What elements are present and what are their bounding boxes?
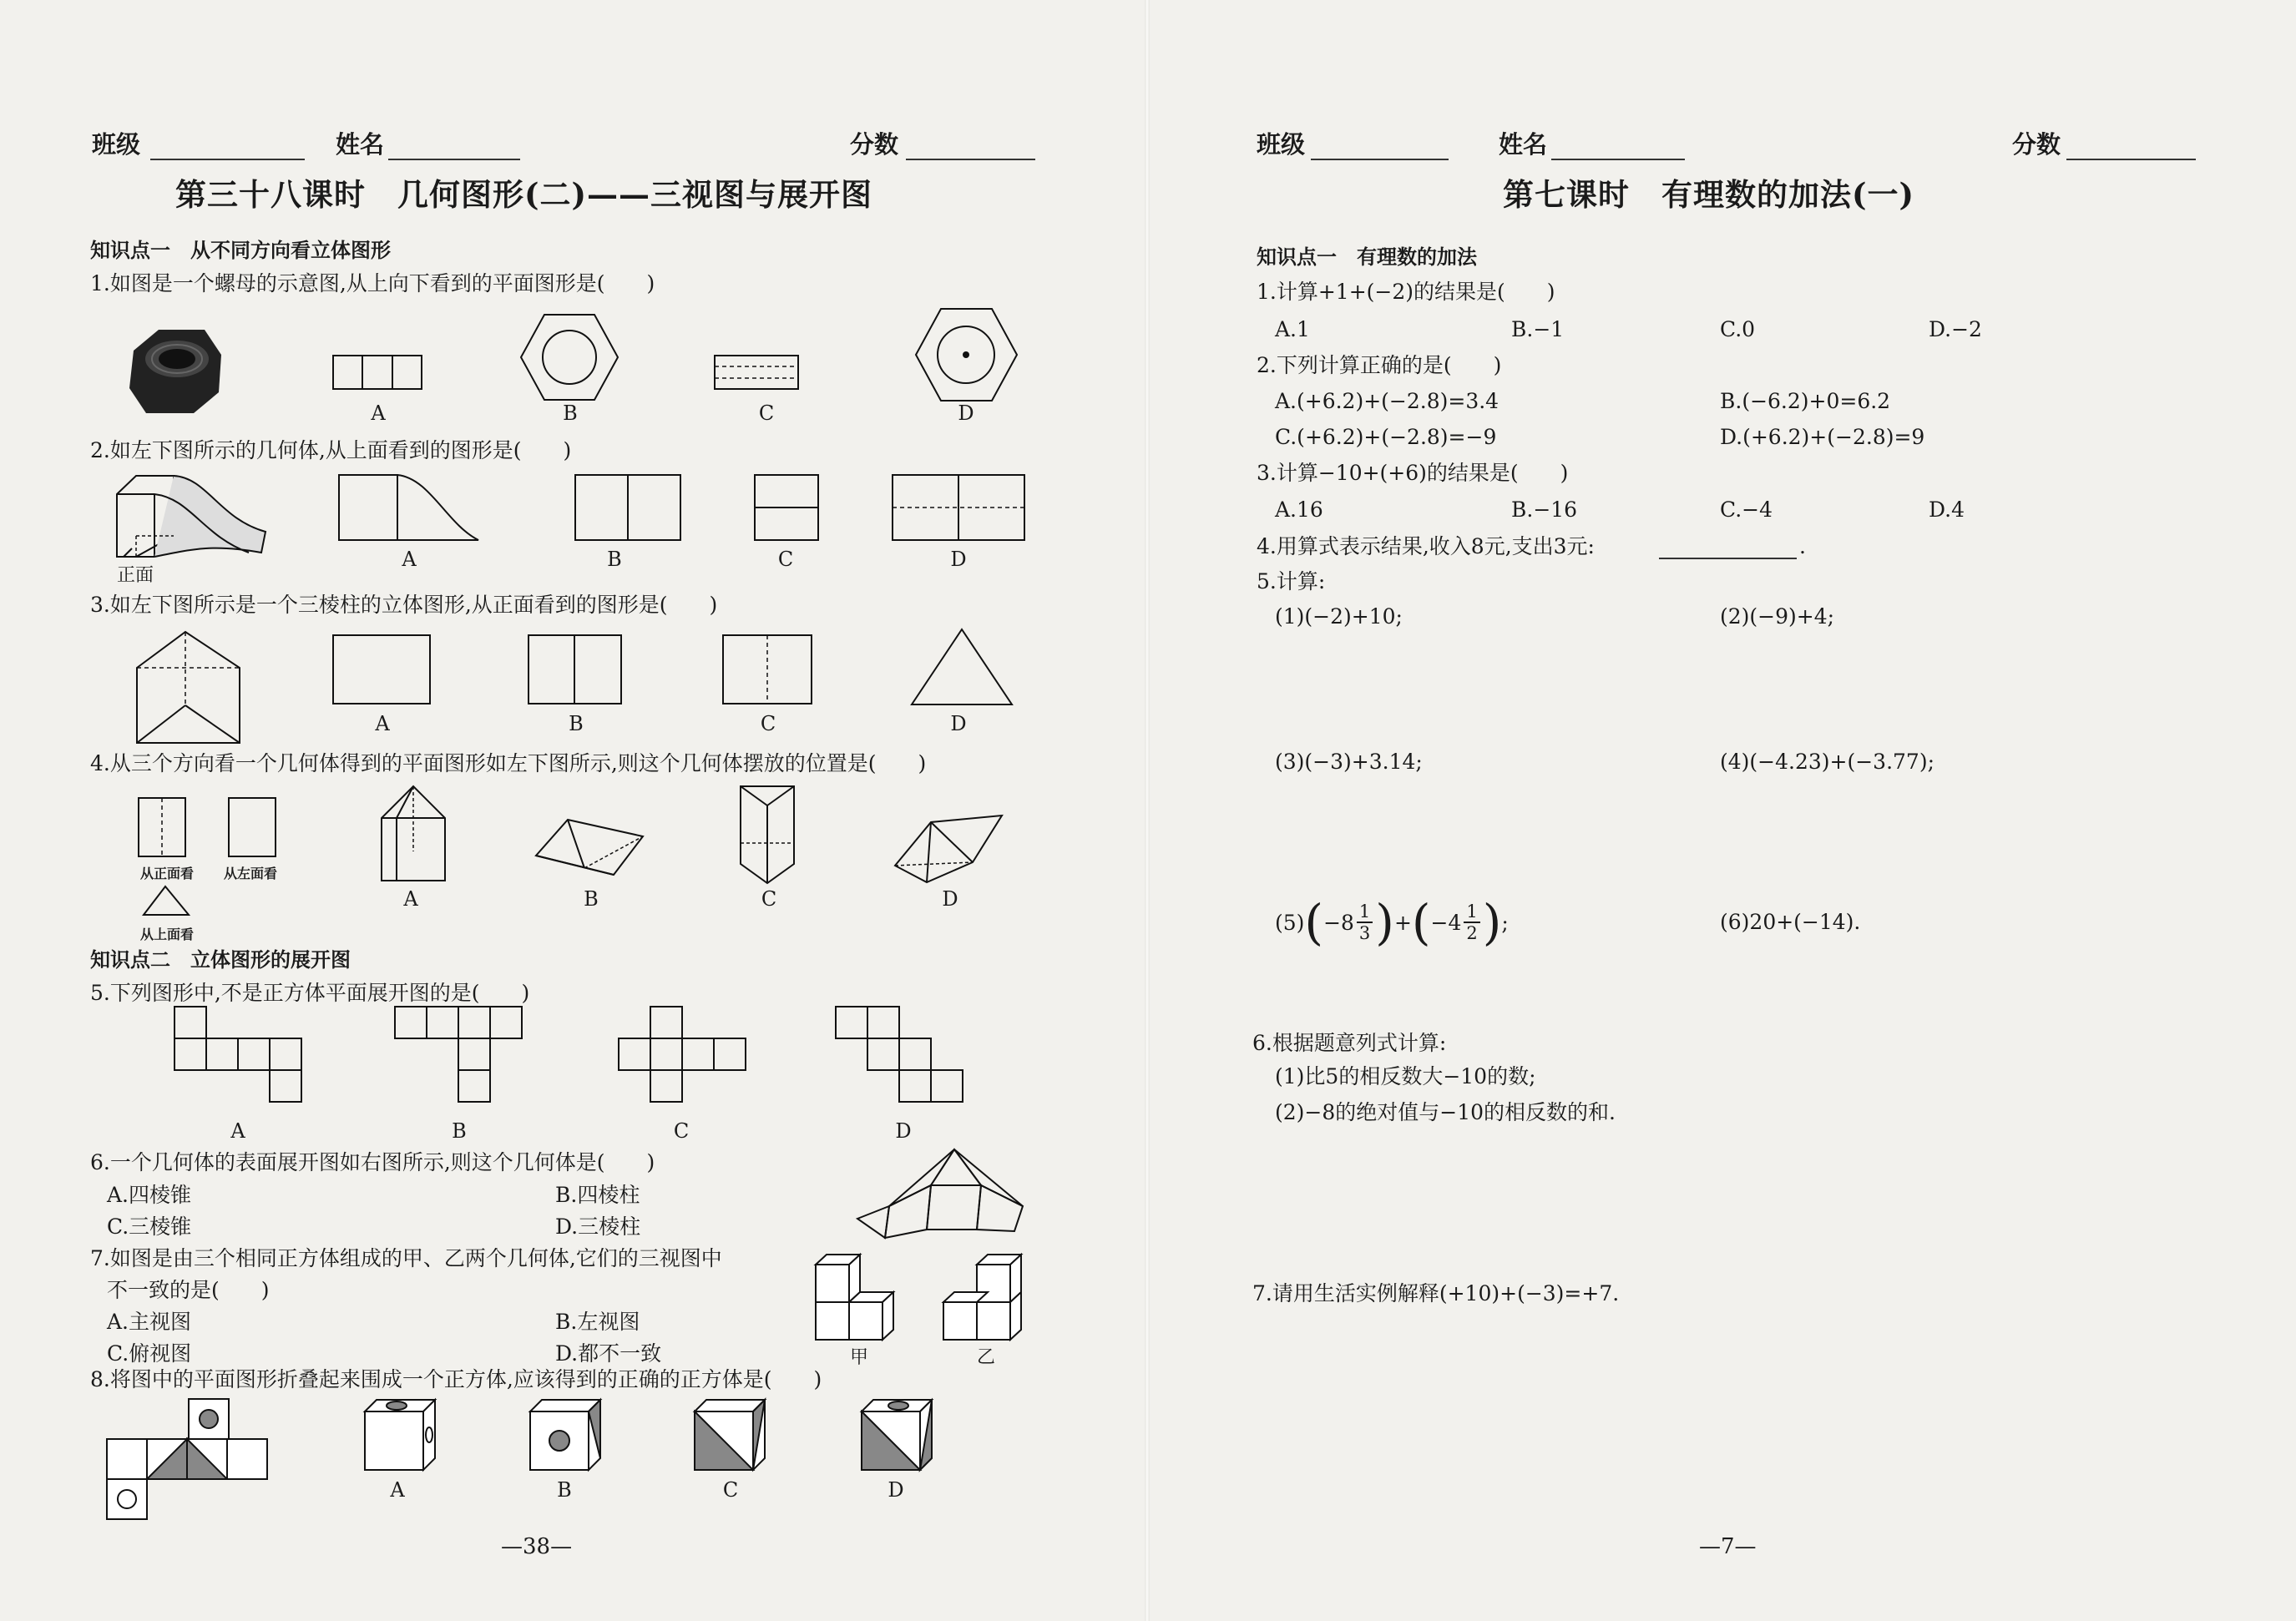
- question-2: 2.如左下图所示的几何体,从上面看到的图形是( ): [90, 438, 572, 462]
- q5-label-a: A: [230, 1119, 245, 1143]
- q1-label-d: D: [958, 401, 974, 425]
- class-label: 班级: [1257, 130, 1306, 159]
- q2-option-c: C.(+6.2)+(−2.8)=−9: [1275, 425, 1497, 449]
- fraction-denominator: 2: [1466, 923, 1478, 943]
- q4-top-view: [142, 885, 192, 918]
- q2-option-b: B.(−6.2)+0=6.2: [1720, 389, 1891, 413]
- q2-label-c: C: [777, 548, 794, 571]
- q3-option-b: B.−16: [1511, 497, 1578, 522]
- q5-item-3: (3)(−3)+3.14;: [1275, 750, 1423, 774]
- q1-option-c-figure: [714, 355, 802, 392]
- q5-item-4: (4)(−4.23)+(−3.77);: [1720, 750, 1935, 774]
- q2-option-c-figure: [754, 474, 821, 543]
- q2-option-d: D.(+6.2)+(−2.8)=9: [1720, 425, 1925, 449]
- q1-option-b-figure: [519, 313, 620, 405]
- fraction-numerator: 1: [1357, 901, 1373, 923]
- knowledge-point-1: 知识点一 有理数的加法: [1257, 245, 1477, 269]
- q3-option-c: C.−4: [1720, 497, 1773, 522]
- q2-option-a-figure: [338, 474, 480, 543]
- q5-item-5-whole-1: −8: [1323, 910, 1354, 935]
- q2-label-d: D: [950, 548, 967, 571]
- q5-item-5-end: ;: [1501, 910, 1509, 935]
- q5-option-d-net: [835, 1006, 968, 1110]
- q7-option-c: C.俯视图: [107, 1341, 192, 1366]
- q7-option-b: B.左视图: [555, 1310, 640, 1334]
- q4-top-view-label: 从上面看: [140, 927, 195, 942]
- q5-item-6: (6)20+(−14).: [1720, 910, 1861, 934]
- q3-prism-figure: [135, 630, 244, 747]
- q3-option-d-figure: [910, 628, 1014, 707]
- page-number-left: —38—: [501, 1534, 573, 1559]
- q5-item-1: (1)(−2)+10;: [1275, 604, 1403, 629]
- class-label: 班级: [92, 130, 141, 159]
- q7-solid-jia: [814, 1248, 906, 1344]
- q4-option-d-figure: [893, 814, 1006, 885]
- q5-label-c: C: [673, 1119, 690, 1143]
- q1-option-d: D.−2: [1929, 317, 1982, 341]
- q7-yi-label: 乙: [977, 1347, 996, 1368]
- q3-option-c-figure: [722, 634, 814, 705]
- q5-item-5: [1275, 893, 1509, 952]
- q5-item-5-right-paren-2: ): [1482, 894, 1502, 951]
- q4-option-b-figure: [534, 818, 647, 876]
- q5-label-b: B: [452, 1119, 467, 1143]
- q2-solid-figure: [115, 469, 270, 565]
- q4-label-d: D: [942, 887, 958, 911]
- question-8: 8.将图中的平面图形折叠起来围成一个正方体,应该得到的正确的正方体是( ): [90, 1367, 822, 1391]
- q8-option-b-cube: [528, 1398, 604, 1473]
- q4-label-a: A: [403, 887, 418, 911]
- q5-item-5-right-paren-1: ): [1375, 894, 1394, 951]
- name-field: [1551, 159, 1685, 160]
- q8-option-c-cube: [693, 1398, 768, 1473]
- q1-label-b: B: [563, 401, 578, 425]
- q8-option-a-cube: [363, 1398, 438, 1473]
- question-3: 3.计算−10+(+6)的结果是( ): [1257, 461, 1569, 485]
- question-5: 5.计算:: [1257, 569, 1326, 593]
- q4-option-a-figure: [380, 785, 447, 885]
- question-4: 4.从三个方向看一个几何体得到的平面图形如左下图所示,则这个几何体摆放的位置是( ): [90, 751, 927, 775]
- name-field: [388, 159, 520, 160]
- question-5: 5.下列图形中,不是正方体平面展开图的是( ): [90, 981, 530, 1005]
- q6-option-a: A.四棱锥: [107, 1183, 192, 1207]
- q1-option-a-figure: [332, 355, 424, 392]
- q7-solid-yi: [942, 1248, 1034, 1344]
- lesson-title: 第七课时 有理数的加法(一): [1503, 176, 1915, 213]
- question-4-end: .: [1799, 534, 1806, 558]
- q3-label-c: C: [760, 712, 776, 735]
- q7-option-a: A.主视图: [107, 1310, 192, 1334]
- q7-option-d: D.都不一致: [555, 1341, 662, 1366]
- q5-item-5-whole-2: −4: [1430, 910, 1462, 935]
- q4-front-view-label: 从正面看: [140, 866, 195, 881]
- q2-option-a: A.(+6.2)+(−2.8)=3.4: [1275, 389, 1499, 413]
- question-1: 1.如图是一个螺母的示意图,从上向下看到的平面图形是( ): [90, 271, 655, 295]
- q3-label-d: D: [950, 712, 967, 735]
- q4-option-c-figure: [739, 785, 797, 885]
- q5-option-a-net: [174, 1006, 307, 1110]
- question-4: 4.用算式表示结果,收入8元,支出3元:: [1257, 534, 1595, 558]
- lesson-title: 第三十八课时 几何图形(二)——三视图与展开图: [175, 176, 873, 213]
- q8-label-d: D: [888, 1478, 904, 1502]
- q5-option-b-net: [394, 1006, 528, 1110]
- q5-label-d: D: [895, 1119, 912, 1143]
- q8-label-c: C: [722, 1478, 739, 1502]
- q5-item-5-fraction-1: [1357, 901, 1373, 943]
- q3-option-a-figure: [332, 634, 432, 705]
- q5-option-c-net: [618, 1006, 751, 1110]
- page-number-right: —7—: [1699, 1534, 1757, 1559]
- q4-front-view: [138, 797, 188, 860]
- right-page: [1148, 0, 2296, 1621]
- question-6: 6.一个几何体的表面展开图如右图所示,则这个几何体是( ): [90, 1150, 655, 1174]
- q5-item-2: (2)(−9)+4;: [1720, 604, 1835, 629]
- q6-net-figure: [856, 1148, 1031, 1240]
- fraction-numerator: 1: [1464, 901, 1479, 923]
- q8-label-b: B: [557, 1478, 572, 1502]
- q3-label-b: B: [569, 712, 584, 735]
- q1-option-d-figure: [914, 307, 1019, 403]
- q3-label-a: A: [375, 712, 390, 735]
- class-field: [150, 159, 305, 160]
- q5-item-5-plus: +: [1393, 910, 1412, 935]
- q7-jia-label: 甲: [850, 1347, 869, 1368]
- q6-option-c: C.三棱锥: [107, 1214, 192, 1239]
- q4-label-c: C: [761, 887, 777, 911]
- q2-option-d-figure: [892, 474, 1027, 543]
- question-2: 2.下列计算正确的是( ): [1257, 353, 1502, 377]
- name-label: 姓名: [1499, 130, 1548, 159]
- knowledge-point-1: 知识点一 从不同方向看立体图形: [90, 238, 391, 262]
- q3-option-d: D.4: [1929, 497, 1965, 522]
- knowledge-point-2: 知识点二 立体图形的展开图: [90, 947, 351, 972]
- q3-option-b-figure: [528, 634, 624, 705]
- q8-net-figure: [104, 1398, 271, 1523]
- fraction-denominator: 3: [1358, 923, 1371, 943]
- q6-option-b: B.四棱柱: [555, 1183, 640, 1207]
- q6-item-1: (1)比5的相反数大−10的数;: [1275, 1064, 1536, 1088]
- q5-item-5-left-paren-2: (: [1411, 894, 1431, 951]
- q4-left-view-label: 从左面看: [224, 866, 278, 881]
- nut-photo: [125, 326, 225, 417]
- score-label: 分数: [2012, 130, 2061, 159]
- q4-label-b: B: [584, 887, 599, 911]
- question-7-line-2: 不一致的是( ): [107, 1278, 270, 1302]
- q6-item-2: (2)−8的绝对值与−10的相反数的和.: [1275, 1100, 1616, 1124]
- q6-option-d: D.三棱柱: [555, 1214, 641, 1239]
- question-7: 7.请用生活实例解释(+10)+(−3)=+7.: [1252, 1281, 1620, 1305]
- question-1: 1.计算+1+(−2)的结果是( ): [1257, 280, 1555, 304]
- question-7-line-1: 7.如图是由三个相同正方体组成的甲、乙两个几何体,它们的三视图中: [90, 1246, 722, 1270]
- q3-option-a: A.16: [1275, 497, 1323, 522]
- score-field: [906, 159, 1035, 160]
- q8-label-a: A: [390, 1478, 405, 1502]
- q5-item-5-left-paren-1: (: [1304, 894, 1324, 951]
- score-field: [2066, 159, 2196, 160]
- q2-label-b: B: [607, 548, 622, 571]
- class-field: [1311, 159, 1449, 160]
- q5-item-5-prefix: (5): [1275, 910, 1305, 935]
- q1-option-a: A.1: [1275, 317, 1310, 341]
- q8-option-d-cube: [860, 1398, 935, 1473]
- q2-option-b-figure: [574, 474, 683, 543]
- name-label: 姓名: [336, 130, 385, 159]
- question-6: 6.根据题意列式计算:: [1252, 1031, 1447, 1055]
- question-3: 3.如左下图所示是一个三棱柱的立体图形,从正面看到的图形是( ): [90, 593, 718, 617]
- q4-answer-field[interactable]: [1659, 558, 1797, 559]
- q4-left-view: [228, 797, 278, 860]
- q1-option-c: C.0: [1720, 317, 1756, 341]
- score-label: 分数: [850, 130, 899, 159]
- q5-item-5-fraction-2: [1464, 901, 1479, 943]
- q1-option-b: B.−1: [1511, 317, 1565, 341]
- q1-label-a: A: [371, 401, 386, 425]
- q2-label-a: A: [402, 548, 417, 571]
- q2-front-label: 正面: [117, 565, 154, 586]
- q1-label-c: C: [758, 401, 775, 425]
